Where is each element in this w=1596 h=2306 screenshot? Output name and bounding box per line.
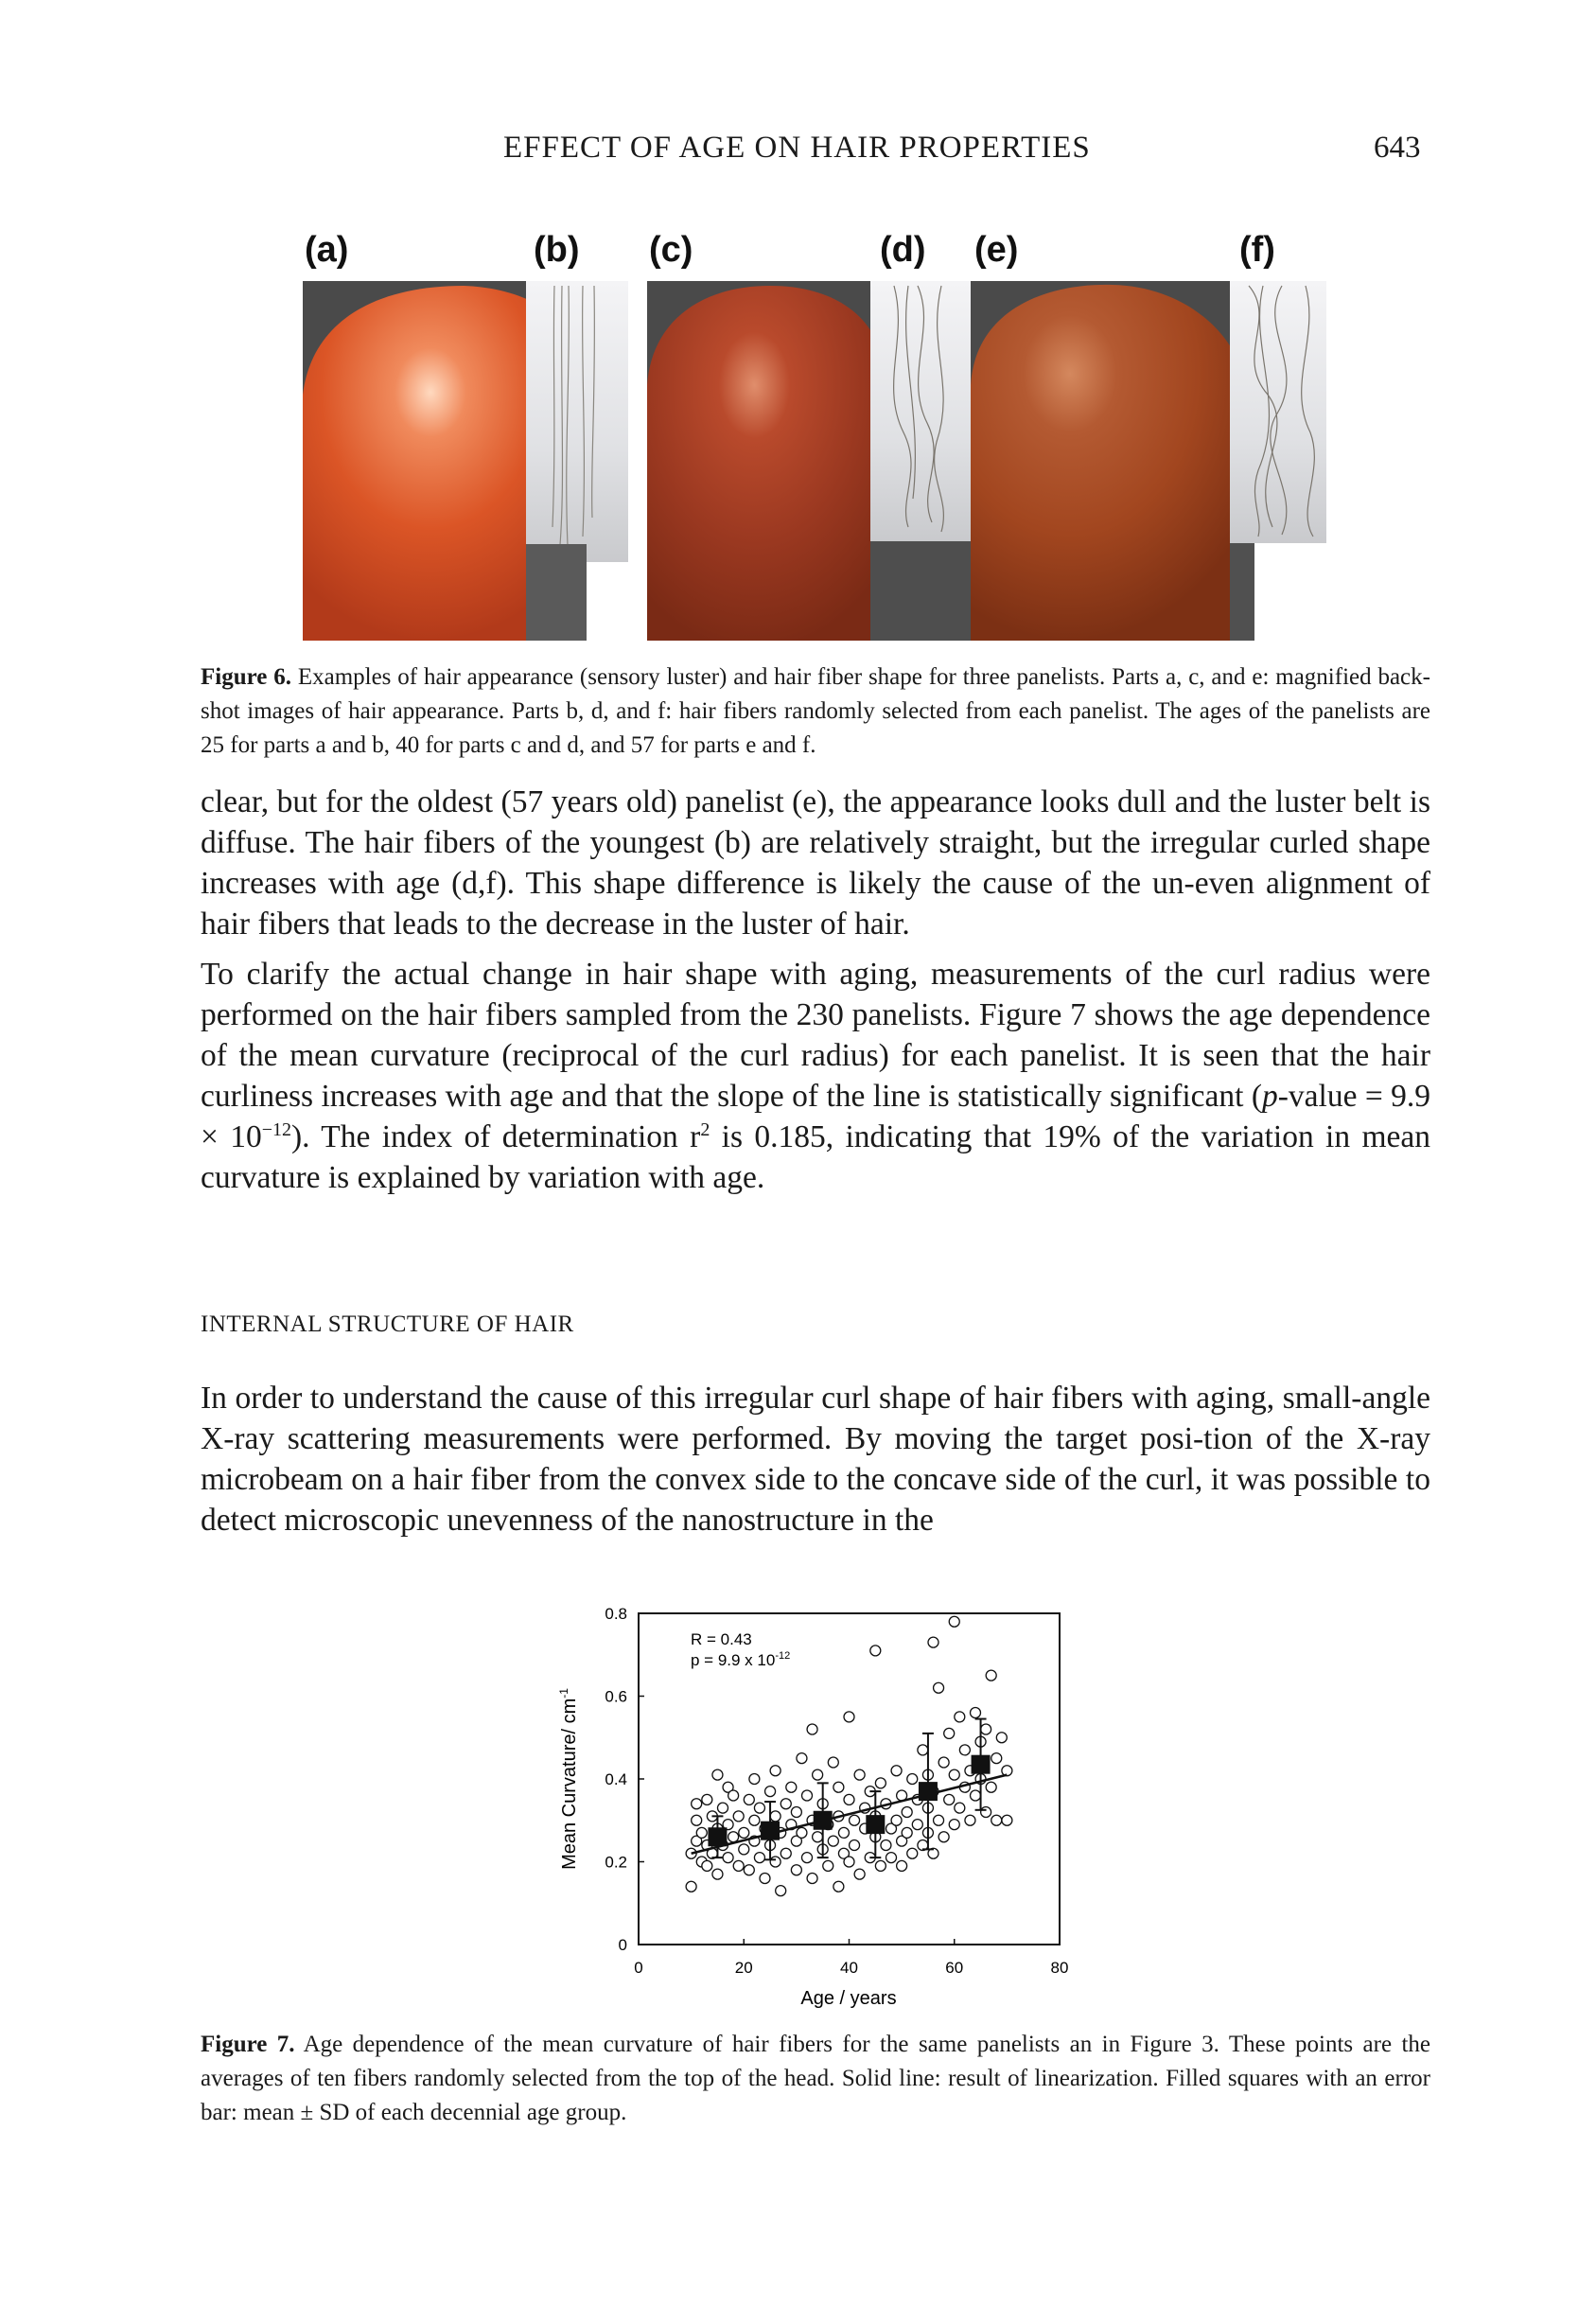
data-point: [718, 1803, 728, 1813]
data-point: [754, 1853, 764, 1863]
data-point: [1002, 1815, 1012, 1825]
hair-fibers-photo-f: [1230, 281, 1326, 543]
data-point: [981, 1724, 991, 1734]
data-point: [744, 1794, 754, 1804]
data-point: [770, 1811, 780, 1822]
data-point: [728, 1832, 739, 1842]
panel-label-b: (b): [534, 230, 580, 270]
data-point: [733, 1811, 744, 1822]
p-value-variable: p: [1262, 1079, 1278, 1114]
data-point: [807, 1724, 817, 1734]
panel-label-e: (e): [974, 230, 1019, 270]
figure6-caption-text: Examples of hair appearance (sensory luster) and hair fiber shape for three panelists. Parts a, c, and e: magnified back-shot images of hair appearance. Parts b, d, and f: hair fibers randomly selected from each panelist. The ages of the panelists are 25 for parts a and b, 40 for parts c and d, and 57 for parts e and f.: [201, 664, 1430, 758]
x-tick-label: 60: [945, 1959, 964, 1977]
data-point: [981, 1807, 991, 1818]
data-point: [902, 1827, 912, 1838]
annotation-p: [691, 1650, 790, 1669]
x-tick-label: 40: [840, 1959, 858, 1977]
data-point: [797, 1827, 807, 1838]
data-point: [807, 1874, 817, 1884]
p-value-exponent: −12: [261, 1118, 292, 1140]
figure7-caption-label: Figure 7.: [201, 2032, 295, 2057]
data-point: [991, 1753, 1002, 1764]
data-point: [760, 1874, 770, 1884]
data-point: [749, 1815, 760, 1825]
figure7-chart: [549, 1599, 1079, 2016]
figure6-caption: [201, 660, 1430, 763]
y-axis-label-exponent: -1: [557, 1688, 570, 1699]
x-axis-label: Age / years: [800, 1988, 897, 2009]
data-point: [875, 1860, 886, 1871]
data-point: [928, 1637, 938, 1647]
data-point: [949, 1616, 959, 1627]
data-point: [959, 1745, 970, 1755]
x-tick-label: 80: [1050, 1959, 1069, 1977]
data-point: [702, 1860, 712, 1871]
data-point: [692, 1799, 702, 1809]
data-point: [949, 1769, 959, 1780]
data-point: [702, 1794, 712, 1804]
y-axis-label: [557, 1688, 580, 1870]
group-mean-marker: [761, 1822, 780, 1840]
paragraph-2-part-c: ). The index of determination r: [291, 1119, 701, 1154]
data-point: [918, 1745, 928, 1755]
panel-label-f: (f): [1239, 230, 1275, 270]
panel-label-c: (c): [649, 230, 693, 270]
data-point: [739, 1844, 749, 1855]
annotation-p-exponent: -12: [775, 1650, 791, 1662]
data-point: [944, 1728, 955, 1738]
panel-label-d: (d): [880, 230, 926, 270]
hair-photo-e: [971, 281, 1254, 641]
y-axis-label-base: Mean Curvature/ cm: [559, 1698, 580, 1870]
data-point: [797, 1753, 807, 1764]
hair-photo-c: [647, 281, 886, 641]
page-number: 643: [1374, 131, 1421, 165]
panel-label-a: (a): [305, 230, 349, 270]
data-point: [955, 1712, 965, 1722]
figure7-caption-text: Age dependence of the mean curvature of hair fibers for the same panelists an in Figure 3. These points are the averages of ten fibers randomly selected from the top of the head. Solid line: result of linearization. Filled squares with an error bar: mean ± SD of each decennial age group.: [201, 2032, 1430, 2125]
data-point: [723, 1853, 733, 1863]
data-point: [833, 1782, 844, 1792]
data-point: [955, 1803, 965, 1813]
data-point: [1002, 1766, 1012, 1776]
section-heading: INTERNAL STRUCTURE OF HAIR: [201, 1311, 574, 1337]
photo-b-shadow: [526, 544, 587, 641]
paragraph-2-part-d: is 0.185, indicating that 19% of the variation in mean curvature is explained by variation with age.: [201, 1119, 1431, 1195]
x-tick-label: 0: [634, 1959, 643, 1977]
y-tick-label: 0.2: [605, 1853, 627, 1872]
data-point: [686, 1881, 696, 1892]
data-point: [897, 1860, 907, 1871]
data-point: [891, 1815, 902, 1825]
data-point: [886, 1853, 897, 1863]
paragraph-2: [201, 954, 1430, 1198]
data-point: [996, 1733, 1007, 1743]
group-mean-marker: [972, 1755, 991, 1774]
data-point: [791, 1807, 801, 1818]
data-point: [870, 1646, 881, 1656]
running-title: EFFECT OF AGE ON HAIR PROPERTIES: [503, 131, 1091, 165]
y-tick-label: 0.6: [605, 1687, 627, 1706]
data-point: [844, 1794, 854, 1804]
figure7-caption: [201, 2028, 1430, 2130]
data-point: [754, 1803, 764, 1813]
data-point: [881, 1840, 891, 1851]
data-point: [770, 1857, 780, 1867]
data-point: [739, 1827, 749, 1838]
data-point: [850, 1840, 860, 1851]
data-point: [854, 1869, 865, 1879]
hair-fibers-photo-b: [526, 281, 628, 562]
data-point: [823, 1860, 833, 1871]
data-point: [986, 1782, 996, 1792]
hair-fibers-photo-d: [870, 281, 973, 541]
data-point: [802, 1853, 813, 1863]
running-header: [201, 131, 1430, 168]
annotation-r: R = 0.43: [691, 1630, 752, 1648]
data-point: [986, 1670, 996, 1681]
group-mean-marker: [814, 1811, 833, 1830]
data-point: [813, 1769, 823, 1780]
paragraph-1: clear, but for the oldest (57 years old) panelist (e), the appearance looks dull and the luster belt is diffuse. The hair fibers of the youngest (b) are relatively straight, but the irregular curled shape increases with age (d,f). This shape difference is likely the cause of the un-even alignment of hair fibers that leads to the decrease in the luster of hair.: [201, 784, 1430, 942]
data-point: [828, 1757, 838, 1768]
data-point: [765, 1787, 776, 1797]
group-mean-marker: [708, 1827, 727, 1846]
data-point: [971, 1708, 981, 1718]
group-mean-marker: [866, 1815, 885, 1834]
data-point: [934, 1682, 944, 1693]
data-point: [791, 1865, 801, 1875]
data-point: [912, 1820, 922, 1830]
data-point: [902, 1807, 912, 1818]
data-point: [749, 1774, 760, 1785]
data-point: [780, 1848, 791, 1858]
data-point: [712, 1769, 723, 1780]
data-point: [844, 1857, 854, 1867]
data-point: [692, 1815, 702, 1825]
data-point: [938, 1832, 949, 1842]
paragraph-2-part-b: -value = 9.9 × 10: [201, 1079, 1430, 1154]
y-tick-label: 0.4: [605, 1770, 627, 1788]
data-point: [786, 1782, 797, 1792]
photo-f-shadow: [1230, 543, 1254, 641]
data-point: [944, 1794, 955, 1804]
data-point: [744, 1865, 754, 1875]
data-point: [949, 1820, 959, 1830]
data-point: [770, 1766, 780, 1776]
data-point: [850, 1815, 860, 1825]
data-point: [802, 1790, 813, 1801]
figure7-chart-svg: [549, 1599, 1079, 2016]
data-point: [891, 1766, 902, 1776]
data-point: [828, 1836, 838, 1846]
data-point: [733, 1860, 744, 1871]
data-point: [965, 1815, 975, 1825]
paragraph-3: In order to understand the cause of this irregular curl shape of hair fibers with aging, small-angle X-ray scattering measurements were performed. By moving the target posi-tion of the X-ray microbeam on a hair fiber from the convex side to the concave side of the curl, it was possible to detect microscopic unevenness of the nanostructure in the: [201, 1381, 1430, 1538]
data-point: [696, 1827, 707, 1838]
figure6-caption-label: Figure 6.: [201, 664, 291, 690]
data-point: [844, 1712, 854, 1722]
group-mean-marker: [919, 1782, 938, 1801]
data-point: [938, 1757, 949, 1768]
data-point: [776, 1886, 786, 1896]
data-point: [833, 1881, 844, 1892]
data-point: [854, 1769, 865, 1780]
data-point: [813, 1832, 823, 1842]
data-point: [780, 1799, 791, 1809]
data-point: [712, 1869, 723, 1879]
data-point: [991, 1815, 1002, 1825]
data-point: [838, 1827, 849, 1838]
y-tick-label: 0.8: [605, 1605, 627, 1623]
data-point: [971, 1790, 981, 1801]
annotation-p-base: p = 9.9 x 10: [691, 1651, 776, 1669]
data-point: [907, 1848, 918, 1858]
data-point: [907, 1774, 918, 1785]
x-tick-label: 20: [734, 1959, 753, 1977]
data-point: [728, 1790, 739, 1801]
data-point: [934, 1815, 944, 1825]
paragraph-2-part-a: To clarify the actual change in hair shape with aging, measurements of the curl radius were performed on the hair fibers sampled from the 230 panelists. Figure 7 shows the age dependence of the mean curvature (reciprocal of the curl radius) for each panelist. It is seen that the hair curliness increases with age and that the slope of the line is statistically significant (: [201, 957, 1430, 1114]
r-squared-exponent: 2: [700, 1118, 710, 1140]
data-point: [875, 1778, 886, 1788]
photo-d-shadow: [870, 541, 973, 641]
y-tick-label: 0: [618, 1936, 627, 1954]
